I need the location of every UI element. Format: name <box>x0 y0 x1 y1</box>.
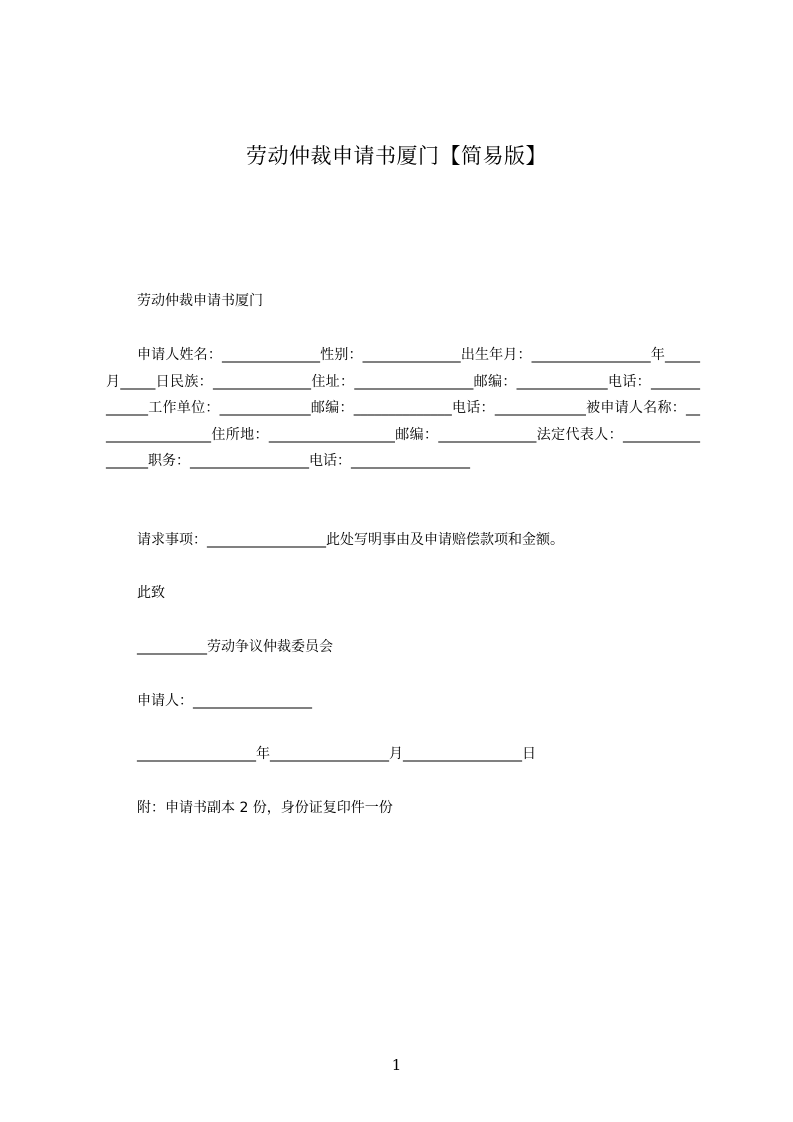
committee-line: __________劳动争议仲裁委员会 <box>137 639 333 655</box>
attachment-note: 附：申请书副本 2 份，身份证复印件一份 <box>137 800 393 816</box>
page-number: 1 <box>391 1056 402 1074</box>
document-subtitle: 劳动仲裁申请书厦门 <box>137 293 263 309</box>
request-line: 请求事项：_________________此处写明事由及申请赔偿款项和金额。 <box>137 532 564 548</box>
signature-line: 申请人：_________________ <box>137 693 312 709</box>
document-title: 劳动仲裁申请书厦门【简易版】 <box>246 144 547 168</box>
salutation: 此致 <box>137 585 165 601</box>
applicant-info-paragraph: 申请人姓名：______________性别：______________出生年月：_________________年_____月_____日民族：______________住址：_________________邮编：_____________电话：_____________工作单位：_____________邮编：______________电话：_____________被申请人名称：_________________住所地：__________________邮编：______________法定代表人：_________________职务：_________________电话：_________________ <box>106 347 700 469</box>
date-line: _________________年_________________月_________________日 <box>137 746 536 762</box>
